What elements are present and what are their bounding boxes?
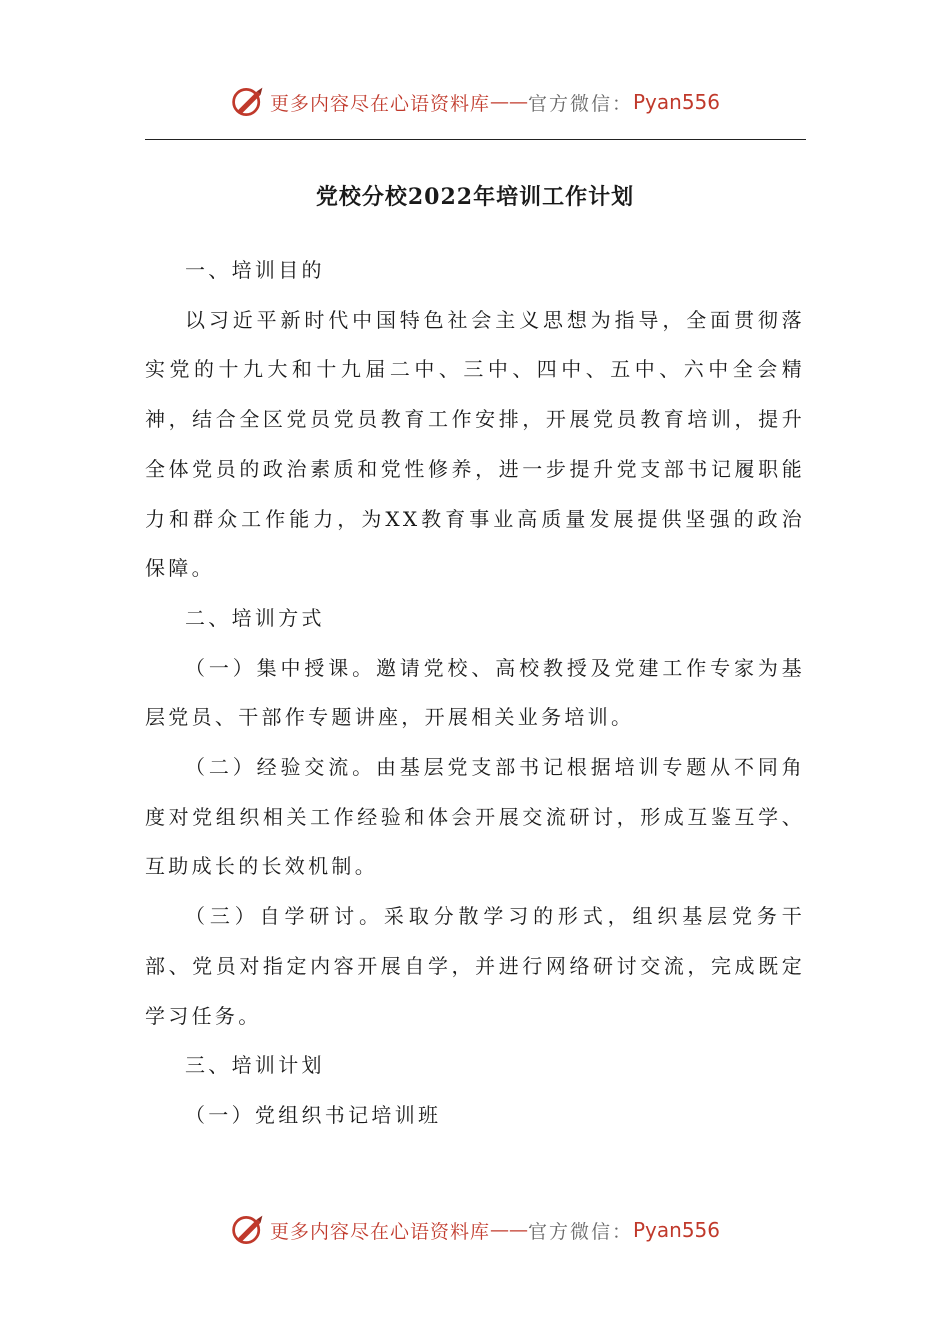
- paragraph: （三）自学研讨。采取分散学习的形式，组织基层党务干部、党员对指定内容开展自学，并进行网络研讨交流，完成既定学习任务。: [145, 904, 805, 1028]
- watermark-dash: ——: [489, 91, 528, 113]
- header-rule: [145, 139, 806, 140]
- header-watermark: [0, 82, 950, 122]
- document-title: 党校分校2022年培训工作计划: [315, 184, 635, 210]
- paragraph: （一）集中授课。邀请党校、高校教授及党建工作专家为基层党员、干部作专题讲座，开展相关业务培训。: [145, 655, 805, 730]
- section-heading: 一、培训目的: [185, 258, 325, 282]
- paragraph: （二）经验交流。由基层党支部书记根据培训专题从不同角度对党组织相关工作经验和体会开展交流研讨，形成互鉴互学、互助成长的长效机制。: [145, 755, 805, 879]
- document-body: [145, 246, 805, 1141]
- watermark-label: 官方微信：: [527, 1220, 633, 1243]
- pen-logo-icon: [230, 84, 266, 120]
- section-heading: 二、培训方式: [185, 605, 325, 630]
- footer-watermark: [0, 1210, 950, 1250]
- subsection-heading: （一）党组织书记培训班: [185, 1102, 442, 1127]
- watermark-dash: ——: [489, 1219, 528, 1241]
- section-heading: 三、培训计划: [185, 1053, 325, 1078]
- pen-logo-icon: [230, 1212, 266, 1248]
- paragraph: 以习近平新时代中国特色社会主义思想为指导，全面贯彻落实党的十九大和十九届二中、三中、四中、五中、六中全会精神，结合全区党员党员教育工作安排，开展党员教育培训，提升全体党员的政治素质和党性修养，进一步提升党支部书记履职能力和群众工作能力，为XX教育事业高质量发展提供坚强的政治保障。: [145, 307, 805, 581]
- watermark-id: Pyan556: [633, 90, 721, 114]
- watermark-id: Pyan556: [633, 1218, 721, 1242]
- watermark-text: 更多内容尽在心语资料库: [269, 1220, 490, 1243]
- watermark-label: 官方微信：: [527, 92, 633, 115]
- watermark-text: 更多内容尽在心语资料库: [269, 92, 490, 115]
